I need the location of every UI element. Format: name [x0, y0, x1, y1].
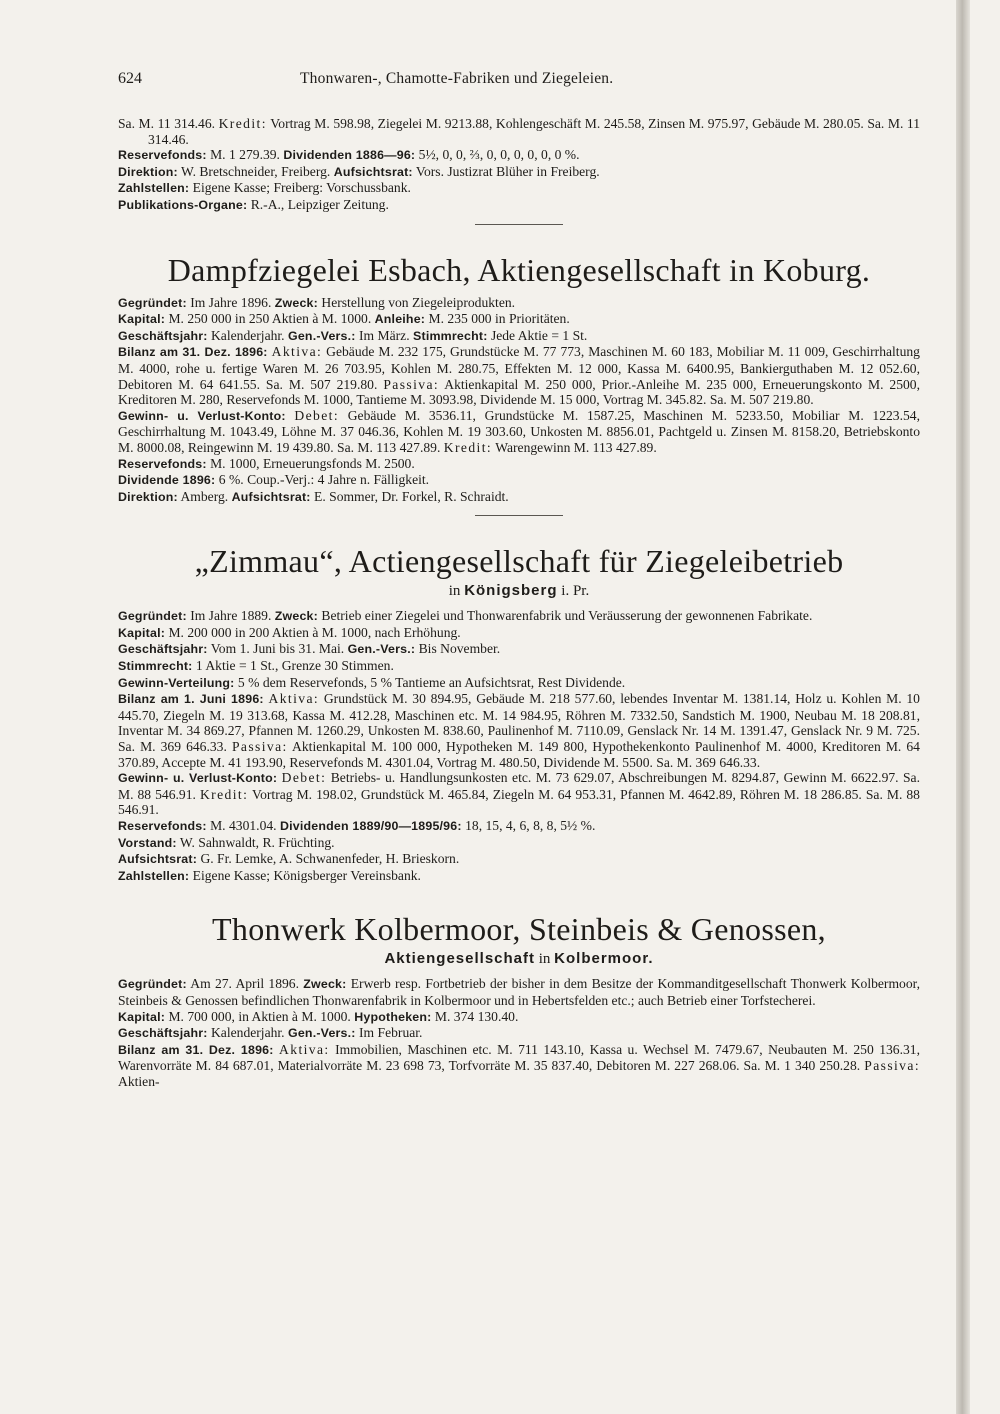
- zimmau-zahlstellen: Zahlstellen: Eigene Kasse; Königsberger Vereinsbank.: [118, 867, 421, 883]
- scan-edge-shadow: [956, 0, 970, 1414]
- esbach-guv: Gewinn- u. Verlust-Konto: Debet: Gebäude M. 3536.11, Grundstücke M. 1587.25, Maschinen M. 5233.50, Mobiliar M. 1223.54, Geschirrhaltung M. 1043.49, Löhne M. 37 046.36, Kohlen M. 19 303.60, Unkosten M. 8856.01, Pachtgeld u. Zinsen M. 8158.20, Betriebskonto M. 8000.08, Reingewinn M. 19 439.80. Sa. M. 113 427.89. Kredit: Warengewinn M. 113 427.89.: [118, 407, 920, 455]
- section-divider: [475, 224, 563, 225]
- zimmau-gewinnverteilung: Gewinn-Verteilung: 5 % dem Reservefonds, 5 % Tantieme an Aufsichtsrat, Rest Dividende.: [118, 674, 626, 690]
- prev-reserve-dividend: Reservefonds: M. 1 279.39. Dividenden 1886—96: 5½, 0, 0, ⅔, 0, 0, 0, 0, 0, 0 %.: [118, 147, 580, 163]
- company-subtitle-kolbermoor: Aktiengesellschaft in Kolbermoor.: [384, 950, 654, 968]
- company-title-esbach: Dampfziegelei Esbach, Aktiengesellschaft in Koburg.: [167, 251, 871, 288]
- prev-zahlstellen: Zahlstellen: Eigene Kasse; Freiberg: Vorschussbank.: [118, 180, 411, 196]
- esbach-gegruendet: Gegründet: Im Jahre 1896. Zweck: Herstellung von Ziegeleiprodukten.: [118, 294, 516, 310]
- company-subtitle-zimmau: in Königsberg i. Pr.: [448, 582, 590, 600]
- esbach-reservefonds: Reservefonds: M. 1000, Erneuerungsfonds M. 2500.: [118, 455, 415, 471]
- zimmau-guv: Gewinn- u. Verlust-Konto: Debet: Betriebs- u. Handlungsunkosten etc. M. 73 629.07, Abschreibungen M. 8294.87, Gewinn M. 6622.97. Sa. M. 88 546.91. Kredit: Vortrag M. 198.02, Grundstück M. 465.84, Ziegeln M. 64 953.31, Pfannen M. 4642.89, Röhren M. 18 286.85. Sa. M. 88 546.91.: [118, 770, 920, 818]
- kolbermoor-gegruendet: Gegründet: Am 27. April 1896. Zweck: Erwerb resp. Fortbetrieb der bisher in dem Besitze der Kommanditgesellschaft Thonwerk Kolbermoor, Steinbeis & Genossen befindlichen Thonwarenfabrik in Kolbermoor und in Hebertsfelden etc.; auch Betrieb einer Torfstecherei.: [118, 976, 920, 1008]
- zimmau-gegruendet: Gegründet: Im Jahre 1889. Zweck: Betrieb einer Ziegelei und Thonwarenfabrik und Veräusserung der gewonnenen Fabrikate.: [118, 608, 813, 624]
- esbach-kapital: Kapital: M. 250 000 in 250 Aktien à M. 1000. Anleihe: M. 235 000 in Prioritäten.: [118, 311, 570, 327]
- zimmau-bilanz: Bilanz am 1. Juni 1896: Aktiva: Grundstück M. 30 894.95, Gebäude M. 218 577.60, lebendes Inventar M. 1381.14, Holz u. Kohlen M. 10 445.70, Ziegeln M. 19 313.68, Kassa M. 412.28, Maschinen etc. M. 14 984.95, Röhren M. 7332.50, Sandstich M. 1900, Neubau M. 18 208.81, Inventar M. 34 869.27, Pfannen M. 1260.29, Unkosten M. 838.60, Paulinenhof M. 7110.09, Genslack Nr. 14 M. 1391.47, Genslack Nr. 9 M. 725. Sa. M. 369 646.33. Passiva: Aktienkapital M. 100 000, Hypotheken M. 149 800, Hypothekenkonto Paulinenhof M. 4000, Kreditoren M. 64 370.89, Accepte M. 41 193.90, Reservefonds M. 4301.04, Vortrag M. 480.50, Dividende M. 5500. Sa. M. 369 646.33.: [118, 691, 920, 770]
- esbach-entry: [118, 295, 920, 506]
- zimmau-entry: [118, 608, 920, 884]
- esbach-geschaeftsjahr: Geschäftsjahr: Kalenderjahr. Gen.-Vers.: Im März. Stimmrecht: Jede Aktie = 1 St.: [118, 327, 588, 343]
- prev-balance-line: Sa. M. 11 314.46. Kredit: Vortrag M. 598.98, Ziegelei M. 9213.88, Kohlengeschäft M. 245.58, Zinsen M. 975.97, Gebäude M. 280.05. Sa. M. 11 314.46.: [118, 116, 920, 147]
- page: [118, 70, 920, 1090]
- zimmau-kapital: Kapital: M. 200 000 in 200 Aktien à M. 1000, nach Erhöhung.: [118, 624, 461, 640]
- previous-company-entry: [118, 116, 920, 214]
- zimmau-vorstand: Vorstand: W. Sahnwaldt, R. Früchting.: [118, 834, 335, 850]
- prev-publikation: Publikations-Organe: R.-A., Leipziger Zeitung.: [118, 196, 389, 212]
- kolbermoor-kapital: Kapital: M. 700 000, in Aktien à M. 1000. Hypotheken: M. 374 130.40.: [118, 1008, 519, 1024]
- kolbermoor-bilanz: Bilanz am 31. Dez. 1896: Aktiva: Immobilien, Maschinen etc. M. 711 143.10, Kassa u. Wechsel M. 7479.67, Neubauten M. 250 136.31, Warenvorräte M. 84 687.01, Materialvorräte M. 23 698 73, Torfvorräte M. 35 837.40, Debitoren M. 227 268.06. Sa. M. 1 340 250.28. Passiva: Aktien-: [118, 1041, 920, 1089]
- prev-direktion: Direktion: W. Bretschneider, Freiberg. Aufsichtsrat: Vors. Justizrat Blüher in Freiberg.: [118, 163, 600, 179]
- section-divider: [475, 515, 563, 516]
- esbach-direktion: Direktion: Amberg. Aufsichtsrat: E. Sommer, Dr. Forkel, R. Schraidt.: [118, 488, 509, 504]
- page-number: 624: [118, 70, 142, 87]
- zimmau-stimmrecht: Stimmrecht: 1 Aktie = 1 St., Grenze 30 Stimmen.: [118, 658, 394, 674]
- company-title-zimmau: „Zimmau“, Actiengesellschaft für Ziegeleibetrieb: [194, 543, 844, 580]
- zimmau-aufsichtsrat: Aufsichtsrat: G. Fr. Lemke, A. Schwanenfeder, H. Brieskorn.: [118, 851, 460, 867]
- page-header: [118, 70, 920, 88]
- zimmau-reservefonds: Reservefonds: M. 4301.04. Dividenden 1889/90—1895/96: 18, 15, 4, 6, 8, 8, 5½ %.: [118, 818, 596, 833]
- kolbermoor-geschaeftsjahr: Geschäftsjahr: Kalenderjahr. Gen.-Vers.: Im Februar.: [118, 1025, 423, 1041]
- zimmau-geschaeftsjahr: Geschäftsjahr: Vom 1. Juni bis 31. Mai. Gen.-Vers.: Bis November.: [118, 641, 501, 657]
- company-title-kolbermoor: Thonwerk Kolbermoor, Steinbeis & Genossen,: [212, 911, 826, 948]
- kolbermoor-entry: [118, 976, 920, 1089]
- running-title: Thonwaren-, Chamotte-Fabriken und Ziegeleien.: [300, 70, 614, 87]
- esbach-bilanz: Bilanz am 31. Dez. 1896: Aktiva: Gebäude M. 232 175, Grundstücke M. 77 773, Maschinen M. 60 183, Mobiliar M. 11 009, Geschirrhaltung M. 4000, rohe u. fertige Waren M. 26 703.95, Kohlen M. 280.75, Effekten M. 12 000, Kassa M. 6400.95, Bankierguthaben M. 12 052.60, Debitoren M. 64 641.55. Sa. M. 507 219.80. Passiva: Aktienkapital M. 250 000, Prior.-Anleihe M. 235 000, Erneuerungskonto M. 2500, Kreditoren M. 280, Reservefonds M. 1000, Tantieme M. 3093.98, Dividende M. 15 000, Vortrag M. 345.82. Sa. M. 507 219.80.: [118, 344, 921, 408]
- esbach-dividende: Dividende 1896: 6 %. Coup.-Verj.: 4 Jahre n. Fälligkeit.: [118, 472, 430, 488]
